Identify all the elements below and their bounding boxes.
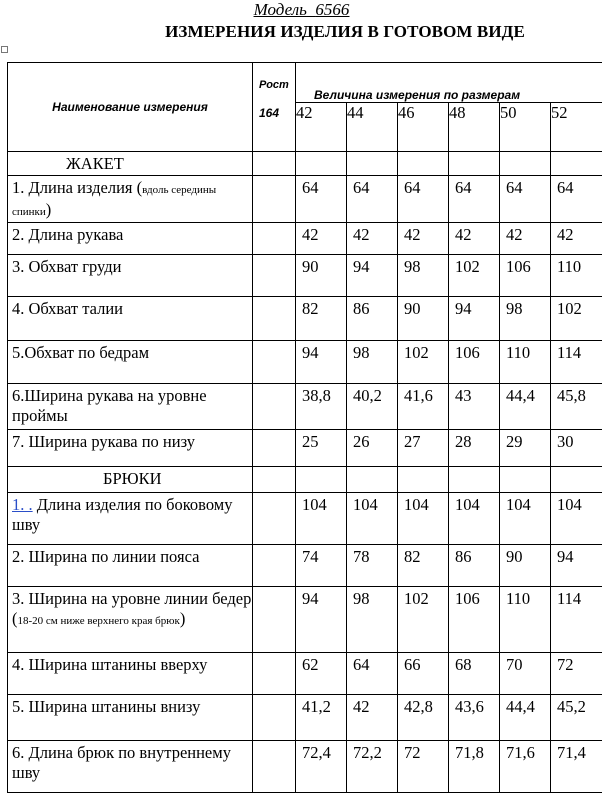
measurement-value: 114	[551, 587, 602, 653]
table-row	[8, 223, 602, 255]
measurement-value: 114	[551, 341, 602, 384]
table-row	[8, 493, 602, 545]
measurement-value: 72,2	[347, 741, 398, 793]
measurement-name: 5.Обхват по бедрам	[8, 341, 253, 384]
table-row	[8, 587, 602, 653]
header-sizes-label: Величина измерения по размерам	[296, 63, 602, 103]
measurement-name: 2. Ширина по линии пояса	[8, 545, 253, 587]
table-row	[8, 384, 602, 430]
measurement-value: 94	[296, 587, 347, 653]
measurement-value: 64	[398, 176, 449, 223]
measurements-table	[7, 62, 602, 793]
measurement-value: 71,4	[551, 741, 602, 793]
measurement-value: 110	[500, 341, 551, 384]
model-heading	[0, 0, 603, 20]
measurement-value: 104	[296, 493, 347, 545]
measurement-value: 98	[347, 587, 398, 653]
measurement-value: 38,8	[296, 384, 347, 430]
measurement-value: 106	[449, 587, 500, 653]
measurement-value: 66	[398, 653, 449, 695]
table-row	[8, 653, 602, 695]
measurement-value: 64	[551, 176, 602, 223]
measurement-value: 40,2	[347, 384, 398, 430]
section-title-jacket: ЖАКЕТ	[8, 152, 253, 176]
model-label: Модель	[253, 0, 307, 19]
measurement-value: 90	[398, 297, 449, 341]
measurement-value: 102	[398, 341, 449, 384]
measurement-value: 71,8	[449, 741, 500, 793]
measurement-value: 106	[449, 341, 500, 384]
measurement-value: 72,4	[296, 741, 347, 793]
measurement-value: 29	[500, 430, 551, 467]
measurement-name: 1. Длина изделия (вдоль середины спинки)	[8, 176, 253, 223]
document-title: ИЗМЕРЕНИЯ ИЗДЕЛИЯ В ГОТОВОМ ВИДЕ	[165, 22, 525, 41]
measurement-value: 42	[347, 695, 398, 741]
measurement-value: 41,6	[398, 384, 449, 430]
measurement-name: 6.Ширина рукава на уровне проймы	[8, 384, 253, 430]
model-number: 6566	[315, 0, 350, 19]
size-cell: 52	[551, 103, 602, 152]
measurement-value: 102	[398, 587, 449, 653]
measurement-value: 42	[296, 223, 347, 255]
measurement-value: 98	[347, 341, 398, 384]
measurement-value: 94	[449, 297, 500, 341]
measurement-note: 18-20 см ниже верхнего края брюк	[17, 615, 180, 627]
header-height	[253, 63, 296, 152]
measurement-value: 72	[398, 741, 449, 793]
measurement-name: 6. Длина брюк по внутреннему шву	[8, 741, 253, 793]
measurement-value: 44,4	[500, 384, 551, 430]
measurement-value: 104	[398, 493, 449, 545]
measurement-value: 64	[347, 176, 398, 223]
measurement-value: 104	[449, 493, 500, 545]
measurement-value: 104	[347, 493, 398, 545]
measurement-value: 64	[347, 653, 398, 695]
measurement-value: 42,8	[398, 695, 449, 741]
table-row	[8, 695, 602, 741]
measurement-value: 44,4	[500, 695, 551, 741]
measurement-value: 104	[551, 493, 602, 545]
measurement-value: 42	[500, 223, 551, 255]
measurement-value: 78	[347, 545, 398, 587]
measurement-value: 62	[296, 653, 347, 695]
measurement-value: 64	[296, 176, 347, 223]
measurement-name: 4. Ширина штанины вверху	[8, 653, 253, 695]
measurement-value: 30	[551, 430, 602, 467]
measurement-value: 64	[500, 176, 551, 223]
measurement-value: 27	[398, 430, 449, 467]
measurement-value: 102	[449, 255, 500, 297]
measurement-value: 43,6	[449, 695, 500, 741]
measurement-value: 90	[500, 545, 551, 587]
measurement-value: 72	[551, 653, 602, 695]
measurement-name: 1. . Длина изделия по боковому шву	[8, 493, 253, 545]
measurement-value: 94	[296, 341, 347, 384]
list-number-link[interactable]: 1. .	[12, 495, 33, 514]
table-row	[8, 255, 602, 297]
table-row	[8, 741, 602, 793]
measurement-name: 7. Ширина рукава по низу	[8, 430, 253, 467]
measurement-value: 94	[551, 545, 602, 587]
measurement-value: 42	[398, 223, 449, 255]
measurement-value: 102	[551, 297, 602, 341]
measurement-name: 4. Обхват талии	[8, 297, 253, 341]
table-row	[8, 297, 602, 341]
section-row-trousers	[8, 467, 602, 493]
table-row	[8, 545, 602, 587]
measurement-name: 3. Ширина на уровне линии бедер (18-20 см ниже верхнего края брюк)	[8, 587, 253, 653]
measurement-value: 42	[449, 223, 500, 255]
size-cell: 42	[296, 103, 347, 152]
measurement-note: вдоль середины спинки	[12, 184, 217, 218]
measurement-value: 71,6	[500, 741, 551, 793]
table-row	[8, 176, 602, 223]
header-height-label: Рост	[259, 79, 289, 91]
section-title-trousers: БРЮКИ	[8, 467, 253, 493]
measurement-value: 110	[551, 255, 602, 297]
section-row-jacket	[8, 152, 602, 176]
measurement-name: 3. Обхват груди	[8, 255, 253, 297]
measurement-value: 110	[500, 587, 551, 653]
measurement-name: 5. Ширина штанины внизу	[8, 695, 253, 741]
measurement-value: 106	[500, 255, 551, 297]
measurement-value: 41,2	[296, 695, 347, 741]
measurement-value: 68	[449, 653, 500, 695]
header-height-value: 164	[259, 106, 280, 120]
measurement-value: 82	[398, 545, 449, 587]
measurement-value: 104	[500, 493, 551, 545]
table-row	[8, 430, 602, 467]
measurement-value: 45,8	[551, 384, 602, 430]
measurement-value: 64	[449, 176, 500, 223]
table-move-handle-icon[interactable]	[1, 46, 8, 53]
measurement-value: 28	[449, 430, 500, 467]
table-header-row	[8, 63, 602, 103]
measurement-value: 90	[296, 255, 347, 297]
measurement-value: 42	[551, 223, 602, 255]
size-cell: 46	[398, 103, 449, 152]
measurement-value: 98	[398, 255, 449, 297]
measurement-name: 2. Длина рукава	[8, 223, 253, 255]
measurement-value: 86	[347, 297, 398, 341]
measurement-value: 70	[500, 653, 551, 695]
measurement-value: 94	[347, 255, 398, 297]
size-cell: 44	[347, 103, 398, 152]
size-cell: 48	[449, 103, 500, 152]
measurement-value: 42	[347, 223, 398, 255]
size-cell: 50	[500, 103, 551, 152]
measurement-value: 86	[449, 545, 500, 587]
measurement-value: 43	[449, 384, 500, 430]
measurement-value: 74	[296, 545, 347, 587]
measurement-value: 26	[347, 430, 398, 467]
measurement-value: 82	[296, 297, 347, 341]
header-measurement-name: Наименование измерения	[8, 63, 253, 152]
measurement-value: 25	[296, 430, 347, 467]
measurement-value: 98	[500, 297, 551, 341]
table-row	[8, 341, 602, 384]
measurement-value: 45,2	[551, 695, 602, 741]
